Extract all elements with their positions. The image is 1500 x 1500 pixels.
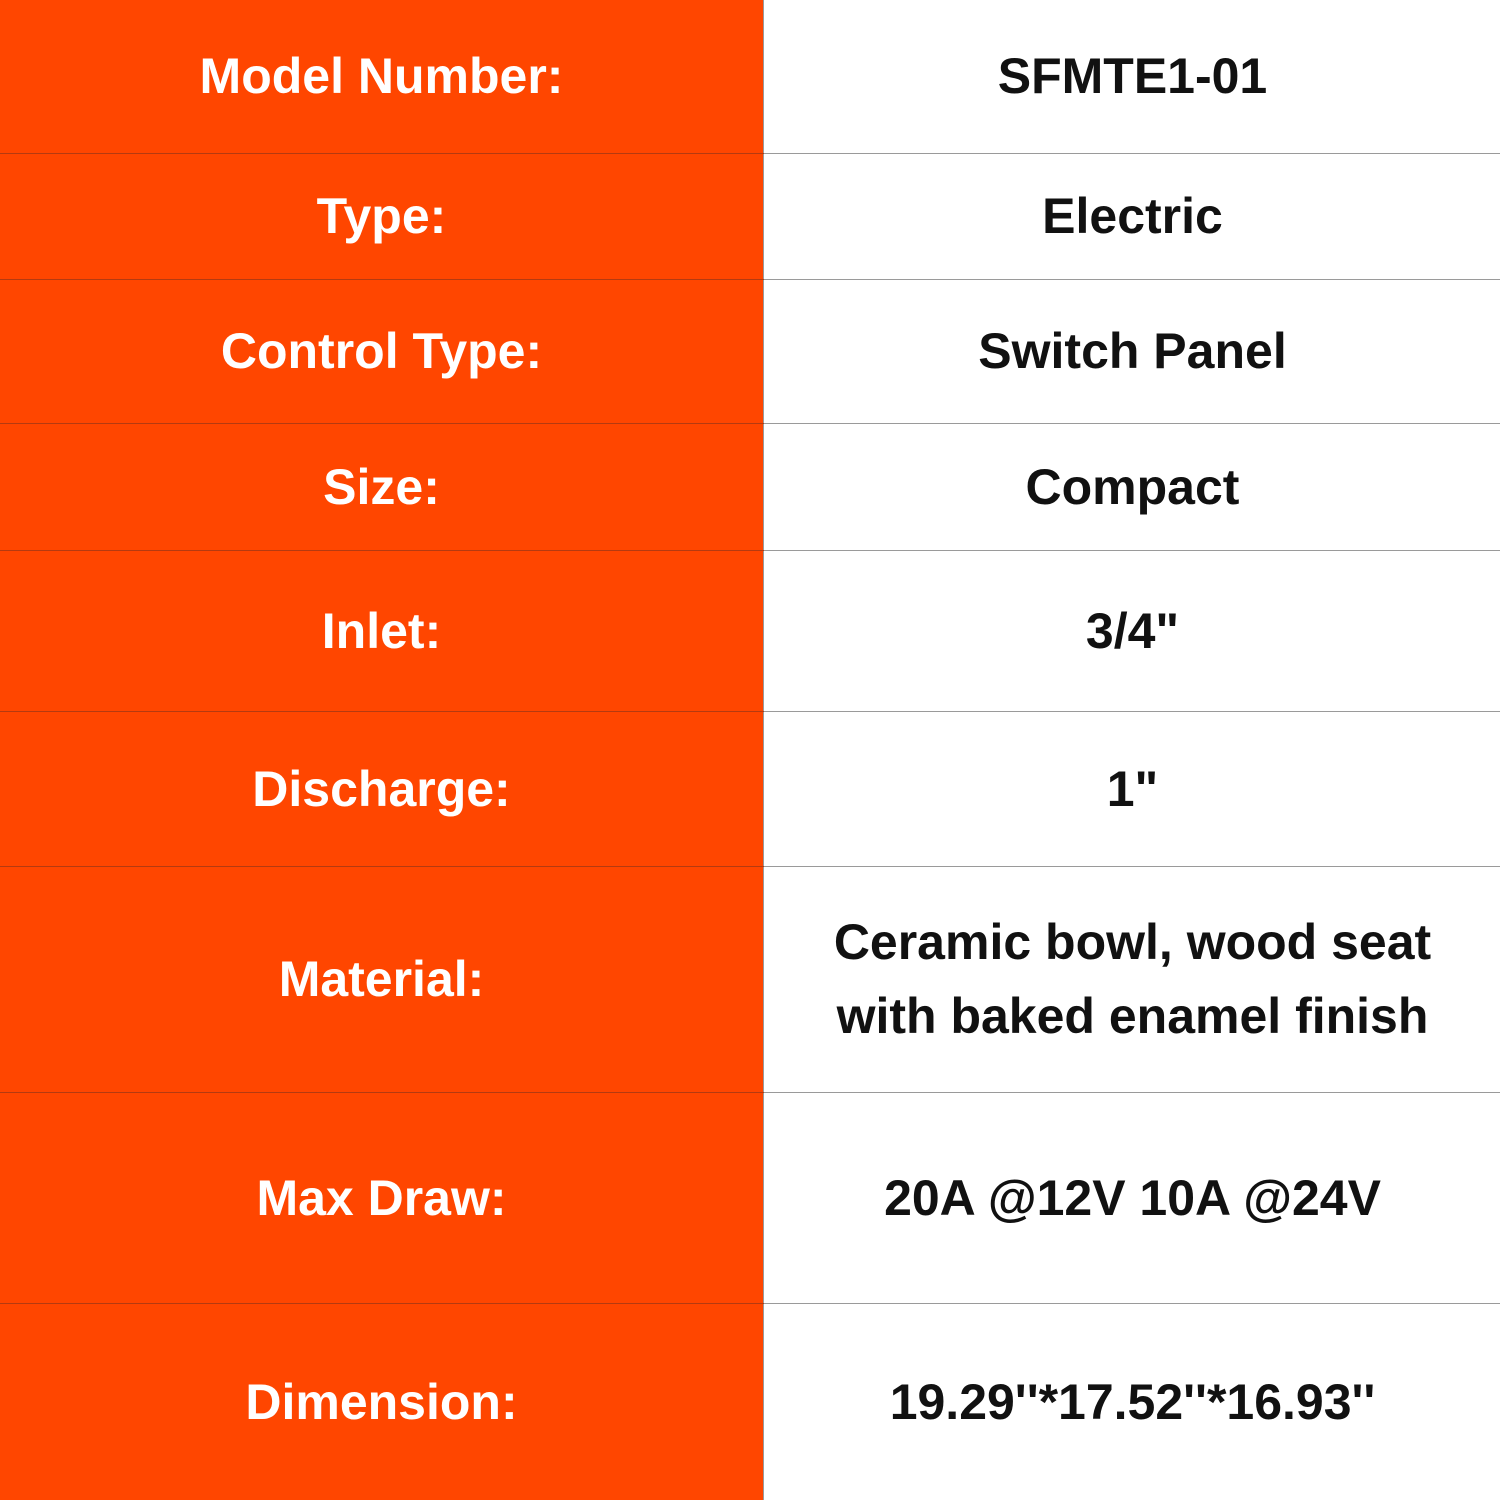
spec-label: Dimension:	[0, 1303, 764, 1500]
spec-value-text: 3/4"	[1085, 602, 1180, 659]
spec-label: Size:	[0, 423, 764, 550]
spec-value	[764, 866, 1500, 1092]
spec-value	[764, 0, 1500, 153]
spec-row-type	[0, 153, 1500, 279]
spec-value	[764, 153, 1500, 279]
spec-label: Model Number:	[0, 0, 764, 153]
spec-row-size	[0, 423, 1500, 550]
spec-label: Max Draw:	[0, 1092, 764, 1303]
spec-label: Type:	[0, 153, 764, 279]
spec-row-dimension	[0, 1303, 1500, 1500]
spec-row-control-type	[0, 279, 1500, 423]
spec-row-material	[0, 866, 1500, 1092]
spec-value-text: Ceramic bowl, wood seat with baked enamel finish	[833, 914, 1432, 1044]
spec-row-discharge	[0, 711, 1500, 866]
spec-value-text: 19.29''*17.52''*16.93''	[889, 1373, 1376, 1430]
spec-label: Control Type:	[0, 279, 764, 423]
spec-value	[764, 711, 1500, 866]
spec-value	[764, 423, 1500, 550]
spec-row-model-number	[0, 0, 1500, 153]
spec-value-text: 1"	[1106, 760, 1159, 817]
spec-value-text: 20A @12V 10A @24V	[884, 1169, 1381, 1226]
spec-label: Inlet:	[0, 550, 764, 711]
spec-value	[764, 1092, 1500, 1303]
spec-label: Discharge:	[0, 711, 764, 866]
spec-row-max-draw	[0, 1092, 1500, 1303]
spec-value-text: Electric	[1042, 188, 1223, 244]
spec-label: Material:	[0, 866, 764, 1092]
spec-value-text: Compact	[1025, 458, 1240, 515]
spec-row-inlet	[0, 550, 1500, 711]
spec-value	[764, 279, 1500, 423]
spec-value-text: Switch Panel	[978, 323, 1287, 379]
spec-value-text: SFMTE1-01	[997, 48, 1268, 105]
spec-value	[764, 550, 1500, 711]
spec-value	[764, 1303, 1500, 1500]
